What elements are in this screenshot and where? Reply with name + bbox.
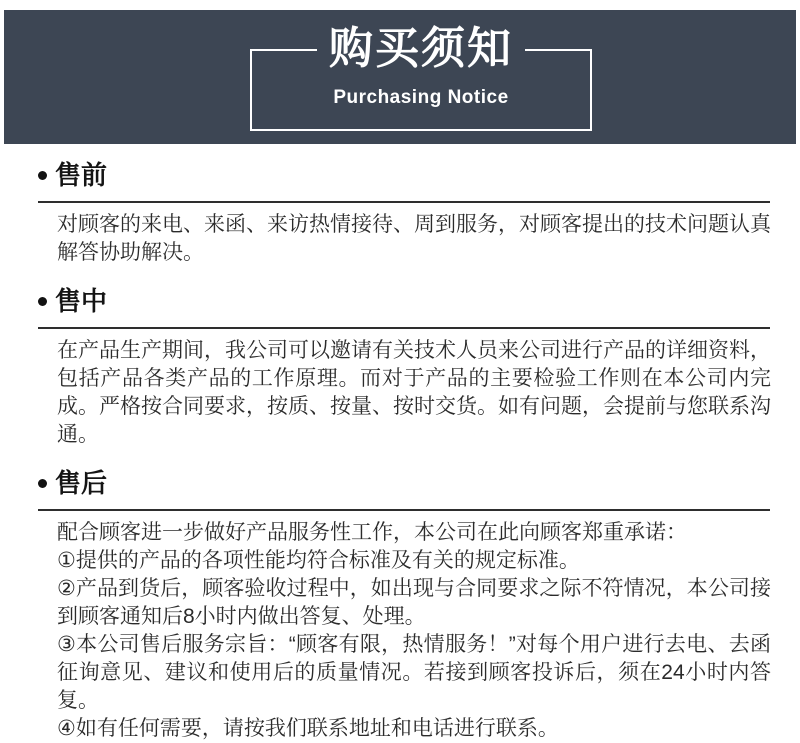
paragraph: ①提供的产品的各项性能均符合标准及有关的规定标准。: [57, 549, 580, 572]
section-heading-row: [38, 466, 770, 500]
section-heading: 售后: [55, 468, 108, 498]
paragraph: ④如有任何需要，请按我们联系地址和电话进行联系。: [57, 717, 559, 740]
paragraph: 对顾客的来电、来函、来访热情接待、周到服务，对顾客提出的技术问题认真解答协助解决。: [57, 213, 771, 264]
section-divider: [38, 327, 770, 329]
bullet-dot-icon: [38, 171, 47, 180]
section-after-sale: [38, 466, 770, 743]
section-body: [38, 211, 771, 267]
section-heading-row: [38, 158, 770, 192]
section-heading-row: [38, 284, 770, 318]
paragraph: ②产品到货后，顾客验收过程中，如出现与合同要求之际不符情况，本公司接到顾客通知后8小时内做出答复、处理。: [57, 577, 771, 628]
section-body: [38, 519, 771, 743]
page-title: 购买须知: [317, 24, 525, 74]
paragraph: ③本公司售后服务宗旨：“顾客有限，热情服务！”对每个用户进行去电、去函征询意见、建议和使用后的质量情况。若接到顾客投诉后，须在24小时内答复。: [57, 633, 771, 712]
bullet-dot-icon: [38, 297, 47, 306]
header-banner: [4, 10, 796, 144]
section-divider: [38, 201, 770, 203]
section-body: [38, 337, 771, 449]
page-subtitle: Purchasing Notice: [333, 87, 509, 108]
section-heading: 售中: [55, 286, 108, 316]
paragraph: 在产品生产期间，我公司可以邀请有关技术人员来公司进行产品的详细资料，包括产品各类产品的工作原理。而对于产品的主要检验工作则在本公司内完成。严格按合同要求，按质、按量、按时交货。如有问题，会提前与您联系沟通。: [57, 339, 771, 446]
section-heading: 售前: [55, 160, 108, 190]
section-divider: [38, 509, 770, 511]
section-pre-sale: [38, 158, 770, 267]
paragraph: 配合顾客进一步做好产品服务性工作，本公司在此向顾客郑重承诺：: [57, 521, 687, 544]
notice-content: [38, 158, 770, 743]
title-frame: [250, 24, 592, 131]
bullet-dot-icon: [38, 479, 47, 488]
section-mid-sale: [38, 284, 770, 449]
